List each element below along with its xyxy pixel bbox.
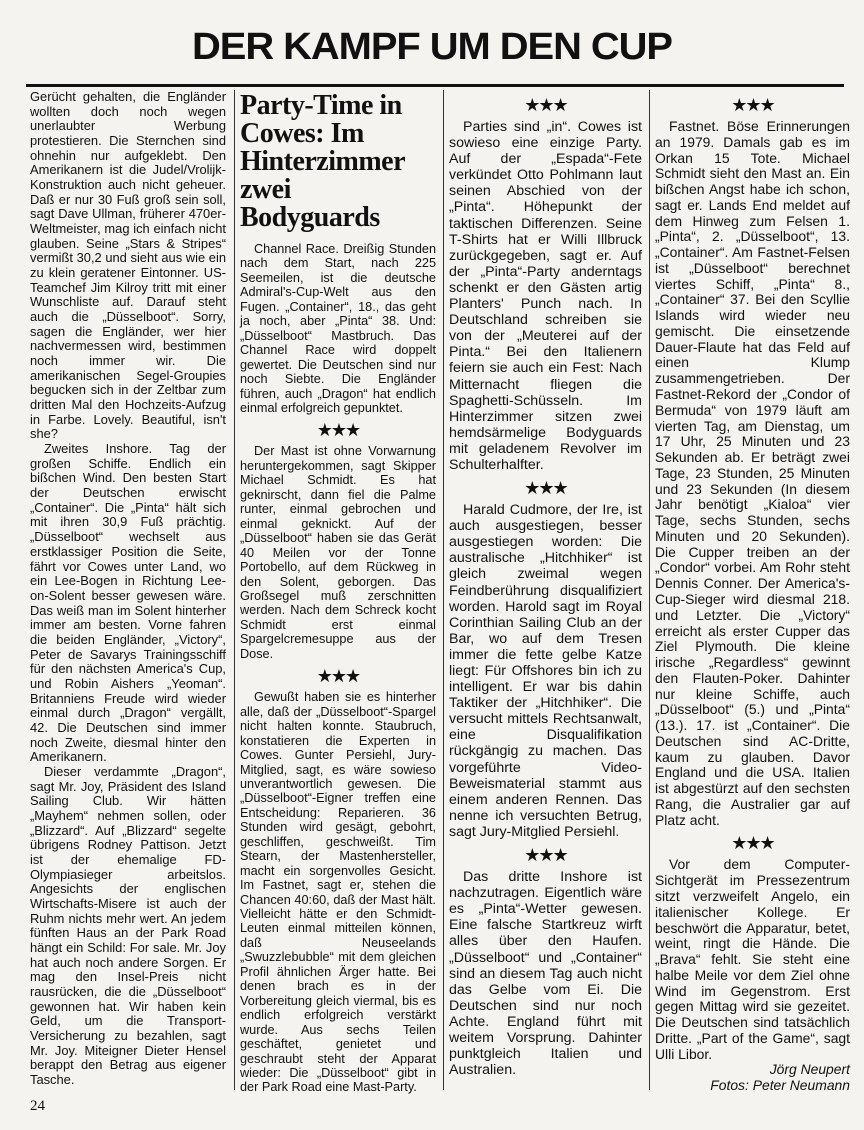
section-stars: ★★★ bbox=[524, 478, 567, 499]
paragraph: Channel Race. Dreißig Stunden nach dem Start, nach 225 Seemeilen, ist die deutsche Admiral's-Cup-Welt aus den Fugen. „Container“, 18., das geht ja noch, aber „Pinta“ 38. Und: „Düsselboot“ Mastbruch. Das Channel Race wird doppelt gewertet. Die Deutschen sind nur noch Siebte. Die Engländer führen, auch „Dragon“ hat endlich einmal erfolgreich gepunktet. bbox=[240, 242, 436, 415]
paragraph: Zweites Inshore. Tag der großen Schiffe. Endlich ein bißchen Wind. Den besten Start der Deutschen erwischt „Container“. Die „Pinta“ hält sich mit ihren 30,9 Fuß prächtig. „Düsselboot“ wechselt aus erstklassiger Position die Seite, fährt vor Cowes unter Land, wo ein Lee-Bogen in Richtung Lee-on-Solent besser gewesen wäre. Das weiß man im Solent hinterher immer am besten. Vorne fahren die beiden Engländer, „Victory“, Peter de Savarys Trainingsschiff für den nächsten America's Cup, und Robin Aishers „Yeoman“. Britanniens Freude wird wieder einmal durch „Dragon“ vergällt, 42. Die Deutschen sind immer noch Zweite, diesmal hinter den Amerikanern. bbox=[30, 441, 226, 765]
paragraph: Der Mast ist ohne Vorwarnung heruntergekommen, sagt Skipper Michael Schmidt. Es hat geknirscht, dann fiel die Palme runter, einmal gebrochen und einmal geknickt. Auf der „Düsselboot“ haben sie das Gerät 40 Meilen vor der Tonne Portobello, auf dem Rückweg in den Solent, geborgen. Das Großsegel muß zerschnitten werden. Nach dem Schreck kocht Schmidt erst einmal Spargelcremesuppe aus der Dose. bbox=[240, 444, 436, 661]
section-stars: ★★★ bbox=[731, 95, 774, 115]
article-headline: Party-Time in Cowes: Im Hinterzimmer zwei Bodyguards bbox=[240, 90, 405, 233]
column-divider bbox=[443, 90, 444, 1090]
article-column-4 bbox=[655, 90, 850, 1094]
section-stars: ★★★ bbox=[731, 833, 774, 854]
title-rule bbox=[26, 84, 844, 87]
article-column-1 bbox=[30, 90, 226, 1088]
paragraph: Dieser verdammte „Dragon“, sagt Mr. Joy, Präsident des Island Sailing Club. Wir hätten „Mayhem“ nehmen sollen, oder „Blizzard“. Auf „Blizzard“ segelte übrigens Rodney Pattison. Jetzt ist der ehemalige FD-Olympiasieger arbeitslos. Angesichts der englischen Wirtschafts-Misere ist auch der Ruhm nichts mehr wert. An jedem fünften Haus an der Park Road hängt ein Schild: For sale. Mr. Joy hat auch noch andere Sorgen. Er mag den Insel-Preis nicht rausrücken, die die „Düsselboot“ gewonnen hat. Wir haben kein Geld, um die Transport-Versicherung zu bezahlen, sagt Mr. Joy. Miteigner Dieter Hensel berappt den Betrag aus eigener Tasche. bbox=[30, 763, 226, 1088]
author-byline: Jörg Neupert bbox=[769, 1061, 850, 1078]
paragraph: Gewußt haben sie es hinterher alle, daß der „Düsselboot“-Spargel nicht halten konnte. Staubruch, konstatieren die Experten in Cowes. Gunter Persiehl, Jury-Mitglied, sagt, es wäre sowieso unverantwortlich gewesen. Die „Düsselboot“-Eigner treffen eine Entscheidung: Reparieren. 36 Stunden wird gesägt, gebohrt, geschliffen, geschweißt. Tim Stearn, der Mastenhersteller, macht ein sorgenvolles Gesicht. Im Fastnet, sagt er, stehen die Chancen 40:60, daß der Mast hält. Vielleicht hätte er den Schmidt-Leuten einmal mitteilen können, daß Neuseelands „Swuzzlebubble“ mit dem gleichen Profil ähnlichen Ärger hatte. Bei denen brach es in der Vorbereitung gleich viermal, bis es endlich erfolgreich verstärkt wurde. Aus sechs Teilen geschäftet, genietet und geschraubt steht der Apparat wieder: Die „Düsselboot“ gibt in der Park Road eine Mast-Party. bbox=[240, 690, 436, 1095]
paragraph: Gerücht gehalten, die Engländer wollten doch noch wegen unerlaubter Werbung protestieren. Die Sternchen sind ohnehin nur aufgeklebt. Den Amerikanern ist die Judel/Vrolijk-Konstruktion auch nicht geheuer. Daß er nur 30 Fuß groß sein soll, sagt Dave Ullman, früherer 470er-Weltmeister, mag ich einfach nicht glauben. Seine „Stars & Stripes“ vermißt 30,2 und sieht aus wie ein zu klein geratener Eintonner. US-Teamchef Jim Kilroy tritt mit einer Wunschliste auf. Darauf steht auch die „Düsselboot“. Sorry, sagen die Engländer, wer hier nachvermessen wird, bestimmen noch immer wir. Die amerikanischen Segel-Groupies begucken sich in der Zeltbar zum dritten Mal den Hochzeits-Aufzug in Farbe. Lovely. Beautiful, isn't she? bbox=[30, 89, 226, 442]
photo-credit: Fotos: Peter Neumann bbox=[710, 1077, 850, 1094]
page-number: 24 bbox=[30, 1098, 45, 1114]
section-stars: ★★★ bbox=[524, 95, 567, 115]
column-divider bbox=[234, 90, 235, 1090]
page-title: DER KAMPF UM DEN CUP bbox=[192, 26, 672, 68]
column-divider bbox=[649, 90, 650, 1090]
paragraph: Vor dem Computer-Sichtgerät im Pressezentrum sitzt verzweifelt Angelo, ein italienischer Kollege. Er beschwört die Apparatur, betet, weint, ringt die Hände. Die „Brava“ fehlt. Sie steht eine halbe Meile vor dem Ziel ohne Wind im Gegenstrom. Erst gegen Mittag wird sie gezeitet. Die Deutschen sind tatsächlich Dritte. „Part of the Game“, sagt Ulli Libor. bbox=[655, 856, 850, 1062]
article-column-2 bbox=[240, 90, 436, 1095]
article-column-3 bbox=[449, 90, 642, 1078]
paragraph: Parties sind „in“. Cowes ist sowieso eine einzige Party. Auf der „Espada“-Fete verkündet Otto Pohlmann laut seinen Abschied von der „Pinta“. Höhepunkt der taktischen Differenzen. Seine T-Shirts hat er Willi Illbruck zurückgegeben, sagt er. Auf der „Pinta“-Party anderntags schenkt er den Gästen artig Planters' Punch nach. In Deutschland schreiben sie von der „Meuterei auf der Pinta.“ Bei den Italienern feiern sie auch ein Fest: Nach Mitternacht fliegen die Spaghetti-Schüsseln. Im Hinterzimmer sitzen zwei hemdsärmelige Bodyguards mit geladenem Revolver im Schulterhalfter. bbox=[449, 119, 642, 473]
paragraph: Fastnet. Böse Erinnerungen an 1979. Damals gab es im Orkan 15 Tote. Michael Schmidt sieht den Mast an. Ein bißchen Angst habe ich schon, sagt er. Lands End meldet auf dem Hinweg zum Felsen 1. „Pinta“, 2. „Düsselboot“, 13. „Container“. Am Fastnet-Felsen ist „Düsselboot“ berechnet viertes Schiff, „Pinta“ 8., „Container“ 37. Bei den Scyllie Islands wird wieder neu gemischt. Die einsetzende Dauer-Flaute hat das Feld auf einen Klump zusammengetrieben. Der Fastnet-Rekord der „Condor of Bermuda“ von 1979 läuft am vierten Tag, am Dienstag, um 17 Uhr, 25 Minuten und 23 Sekunden ab. Er beträgt zwei Tage, 23 Stunden, 25 Minuten und 23 Sekunden (In diesem Jahr benötigt „Kialoa“ vier Tage, sechs Stunden, sechs Minuten und 20 Sekunden). Die Cupper treiben an der „Condor“ vorbei. Am Rohr steht Dennis Conner. Der America's-Cup-Sieger wird diesmal 218. und Letzter. Die „Victory“ erreicht als erster Cupper das Ziel Plymouth. Die kleine irische „Regardless“ gewinnt den Flauten-Poker. Dahinter nur kleine Schiffe, auch „Düsselboot“ (5.) und „Pinta“ (13.). 17. ist „Container“. Die Deutschen sind AC-Dritte, kaum zu glauben. Davor England und die USA. Italien ist abgestürzt auf den sechsten Rang, die Australier gar auf Platz acht. bbox=[655, 118, 850, 828]
paragraph: Harald Cudmore, der Ire, ist auch ausgestiegen, besser ausgestiegen worden: Die australische „Hitchhiker“ ist gleich zweimal wegen Feindberührung disqualifiziert worden. Harold sagt im Royal Corinthian Sailing Club an der Bar, wo auf dem Tresen immer die fette gelbe Katze liegt: Für Offshores bin ich zu intelligent. Er war bis dahin Taktiker der „Hitchhiker“. Die versucht mittels Rechtsanwalt, eine Disqualifikation rückgängig zu machen. Das vorgeführte Video-Beweismaterial stammt aus einem anderen Rennen. Das nenne ich versuchten Betrug, sagt Jury-Mitglied Persiehl. bbox=[449, 502, 642, 840]
section-stars: ★★★ bbox=[316, 420, 360, 441]
section-stars: ★★★ bbox=[524, 845, 567, 866]
paragraph: Das dritte Inshore ist nachzutragen. Eigentlich wäre es „Pinta“-Wetter gewesen. Eine falsche Startkreuz wirft alles über den Haufen. „Düsselboot“ und „Container“ sind an diesem Tag auch nicht das Gelbe vom Ei. Die Deutschen sind nur noch Achte. England führt mit weitem Vorsprung. Dahinter punktgleich Italien und Australien. bbox=[449, 869, 642, 1079]
section-stars: ★★★ bbox=[316, 666, 360, 687]
